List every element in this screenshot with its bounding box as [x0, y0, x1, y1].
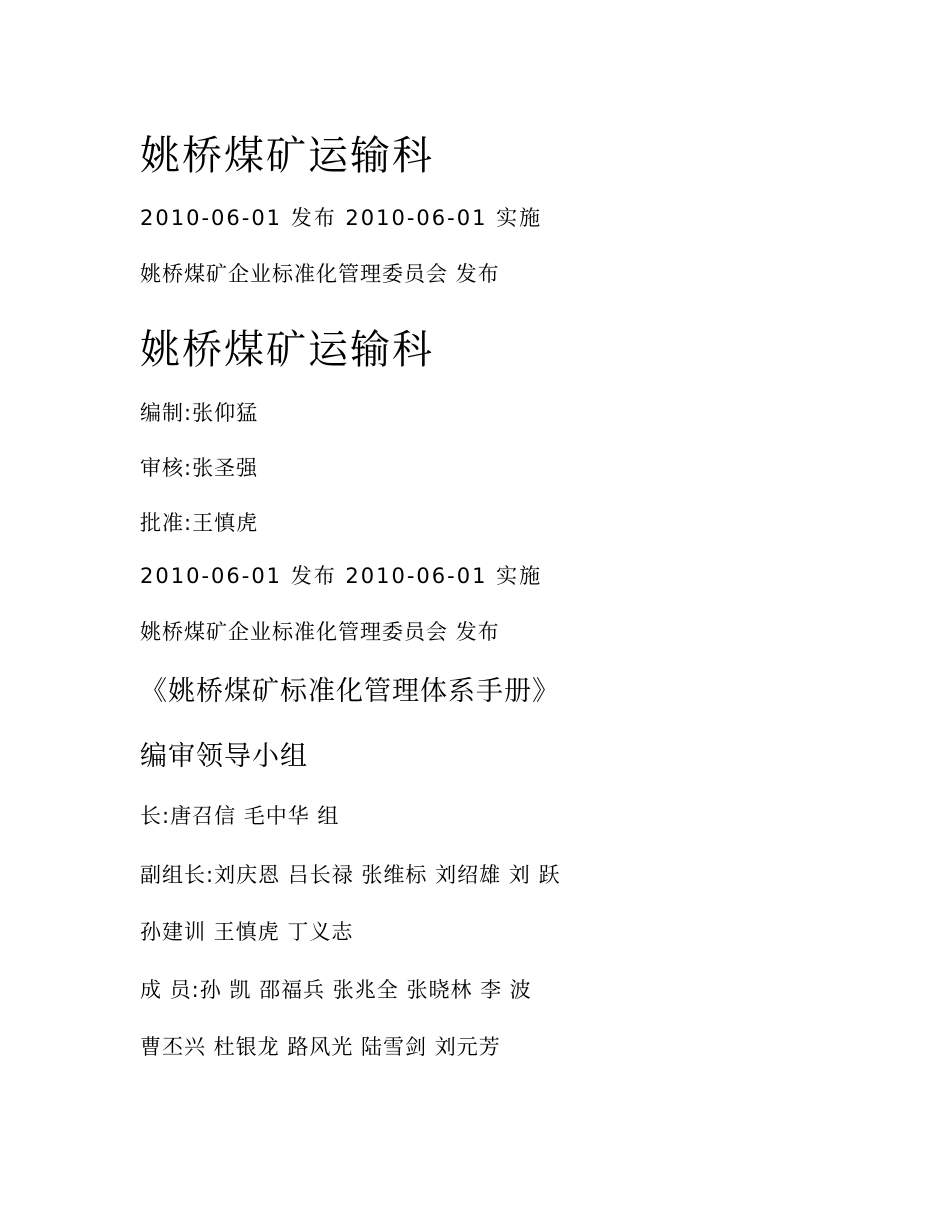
members-line-2: 曹丕兴 杜银龙 路风光 陆雪剑 刘元芳 [140, 1035, 501, 1059]
cover-dates: 2010-06-01 发布 2010-06-01 实施 [140, 206, 543, 230]
inner-title: 姚桥煤矿运输科 [140, 327, 434, 373]
approved-by: 批准:王慎虎 [140, 511, 259, 535]
group-heading: 编审领导小组 [140, 741, 308, 772]
cover-title: 姚桥煤矿运输科 [140, 133, 434, 179]
deputy-leaders-line-1: 副组长:刘庆恩 吕长禄 张维标 刘绍雄 刘 跃 [140, 863, 561, 887]
group-leader: 长:唐召信 毛中华 组 [140, 804, 340, 828]
members-line-1: 成 员:孙 凯 邵福兵 张兆全 张晓林 李 波 [140, 978, 532, 1002]
compiled-by: 编制:张仰猛 [140, 401, 259, 425]
inner-dates: 2010-06-01 发布 2010-06-01 实施 [140, 564, 543, 588]
inner-issuer: 姚桥煤矿企业标准化管理委员会 发布 [140, 620, 500, 644]
manual-title: 《姚桥煤矿标准化管理体系手册》 [140, 676, 560, 707]
reviewed-by: 审核:张圣强 [140, 456, 259, 480]
deputy-leaders-line-2: 孙建训 王慎虎 丁义志 [140, 920, 354, 944]
cover-issuer: 姚桥煤矿企业标准化管理委员会 发布 [140, 262, 500, 286]
